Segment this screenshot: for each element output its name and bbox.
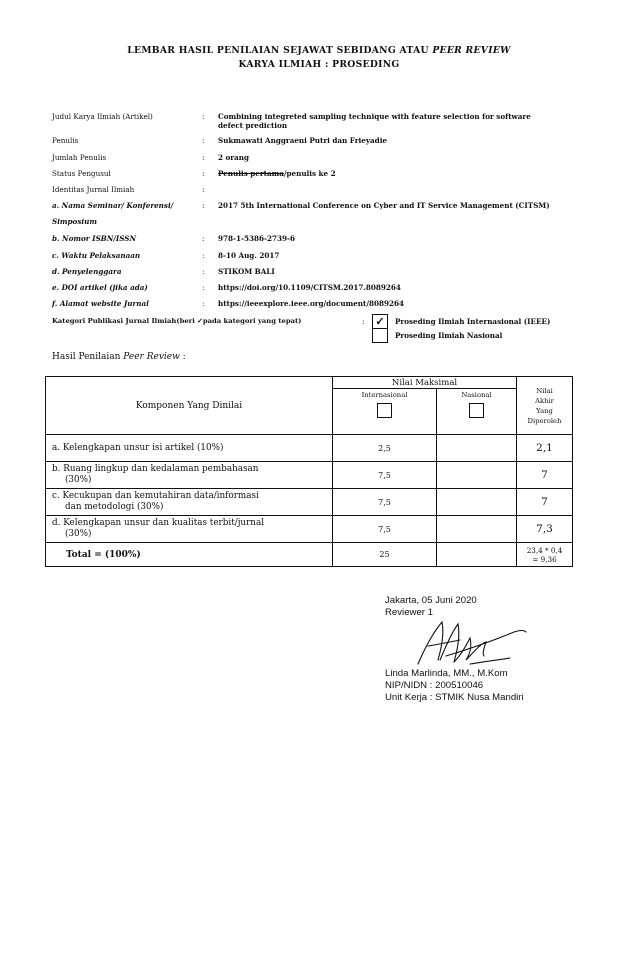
- c-label: c. Waktu Pelaksanaan: [52, 251, 141, 260]
- criteria-line-2: dan metodologi (30%): [65, 502, 164, 512]
- judul-label: Judul Karya Ilmiah (Artikel): [52, 112, 153, 121]
- header-nilai-maksimal: Nilai Maksimal: [333, 377, 517, 389]
- colon: :: [202, 267, 205, 276]
- total-row: [46, 543, 573, 567]
- review-heading-colon: :: [179, 352, 186, 362]
- status-struck: Penulis pertama: [218, 169, 284, 178]
- penulis-value: Sukmawati Anggraeni Putri dan Frieyadie: [218, 136, 387, 145]
- identitas-label: Identitas Jurnal Ilmiah: [52, 185, 135, 194]
- colon: :: [202, 234, 205, 243]
- header-komponen: Komponen Yang Dinilai: [46, 377, 333, 435]
- intl-value: 2,5: [333, 435, 437, 462]
- penulis-label: Penulis: [52, 136, 79, 145]
- kategori-option-international: Proseding Ilmiah Internasional (IEEE): [395, 317, 551, 326]
- colon: :: [202, 251, 205, 260]
- colon: :: [202, 283, 205, 292]
- criteria-cell: [46, 516, 333, 543]
- d-label: d. Penyelenggara: [52, 267, 122, 276]
- c-value: 8-10 Aug. 2017: [218, 251, 280, 260]
- nas-value: [437, 489, 517, 516]
- intl-value: 7,5: [333, 462, 437, 489]
- status-label: Status Pengusul: [52, 169, 111, 178]
- nas-value: [437, 516, 517, 543]
- criteria-cell: [46, 435, 333, 462]
- reviewer-nip: NIP/NIDN : 200510046: [385, 680, 484, 691]
- total-final-line-2: = 9,36: [532, 554, 557, 564]
- header-akhir-3: Yang: [536, 406, 553, 415]
- reviewer-role: Reviewer 1: [385, 607, 433, 618]
- header-nasional: [437, 389, 517, 435]
- criteria-line-1: d. Kelengkapan unsur dan kualitas terbit/jurnal: [52, 518, 265, 528]
- reviewer-unit: Unit Kerja : STMIK Nusa Mandiri: [385, 692, 524, 703]
- f-label: f. Alamat website Jurnal: [52, 299, 149, 308]
- criteria-cell: [46, 462, 333, 489]
- review-heading-text: Hasil Penilaian: [52, 352, 124, 362]
- a-label-2: Simposium: [52, 217, 97, 226]
- header-akhir-4: Diperoleh: [527, 416, 562, 425]
- nas-value: [437, 462, 517, 489]
- criteria-line-2: (30%): [65, 475, 92, 485]
- header-nasional-label: Nasional: [461, 391, 492, 399]
- a-label-1: a. Nama Seminar/ Konferensi/: [52, 201, 174, 210]
- header-internasional-label: Internasional: [361, 391, 408, 399]
- assessment-table: [45, 376, 573, 567]
- header-nilai-akhir: [517, 377, 573, 435]
- intl-value: 7,5: [333, 516, 437, 543]
- table-row: [46, 435, 573, 462]
- page-title: [0, 45, 638, 56]
- review-heading: [52, 352, 186, 362]
- header-akhir-1: Nilai: [536, 386, 553, 395]
- b-label: b. Nomor ISBN/ISSN: [52, 234, 137, 243]
- signature-image: [410, 616, 530, 668]
- criteria-line-1: a. Kelengkapan unsur isi artikel (10%): [52, 442, 224, 453]
- status-rest: /penulis ke 2: [283, 169, 336, 178]
- criteria-line-2: (30%): [65, 529, 92, 539]
- judul-value-2: defect prediction: [218, 121, 288, 130]
- table-row: [46, 489, 573, 516]
- colon: :: [202, 299, 205, 308]
- kategori-label: Kategori Publikasi Jurnal Ilmiah(beri ✓pada kategori yang tepat): [52, 317, 302, 325]
- total-final-line-1: 23,4 * 0,4: [526, 545, 563, 555]
- final-value: 7: [517, 462, 573, 489]
- title-italic: PEER REVIEW: [432, 45, 511, 56]
- nasional-checkbox[interactable]: [469, 403, 484, 418]
- table-row: [46, 516, 573, 543]
- international-checkbox[interactable]: [372, 314, 388, 329]
- e-value: https://doi.org/10.1109/CITSM.2017.8089264: [218, 283, 401, 292]
- criteria-line-1: b. Ruang lingkup dan kedalaman pembahasan: [52, 464, 259, 474]
- a-value: 2017 5th International Conference on Cyber and IT Service Management (CITSM): [218, 201, 550, 210]
- header-internasional: [333, 389, 437, 435]
- colon: :: [202, 153, 205, 162]
- nas-value: [437, 435, 517, 462]
- f-value: https://ieeexplore.ieee.org/document/8089264: [218, 299, 404, 308]
- colon: :: [202, 185, 205, 194]
- final-value: 7,3: [517, 516, 573, 543]
- criteria-line-1: c. Kecukupan dan kemutahiran data/informasi: [52, 491, 259, 501]
- internasional-checkbox[interactable]: [377, 403, 392, 418]
- reviewer-name: Linda Marlinda, MM., M.Kom: [385, 668, 508, 679]
- judul-value-1: Combining integreted sampling technique with feature selection for software: [218, 112, 531, 121]
- e-label: e. DOI artikel (jika ada): [52, 283, 148, 292]
- header-akhir-2: Akhir: [535, 396, 554, 405]
- title-text: LEMBAR HASIL PENILAIAN SEJAWAT SEBIDANG ATAU: [127, 45, 433, 56]
- national-checkbox[interactable]: [372, 328, 388, 343]
- b-value: 978-1-5386-2739-6: [218, 234, 295, 243]
- total-intl: 25: [333, 543, 437, 567]
- final-value: 7: [517, 489, 573, 516]
- colon: :: [202, 136, 205, 145]
- criteria-cell: [46, 489, 333, 516]
- final-value: 2,1: [517, 435, 573, 462]
- intl-value: 7,5: [333, 489, 437, 516]
- d-value: STIKOM BALI: [218, 267, 275, 276]
- total-nas: [437, 543, 517, 567]
- total-final: [517, 543, 573, 567]
- status-value: [218, 169, 598, 178]
- check-icon: ✓: [375, 315, 385, 328]
- kategori-option-national: Proseding Ilmiah Nasional: [395, 331, 503, 340]
- colon: :: [202, 201, 205, 210]
- colon: :: [202, 169, 205, 178]
- review-heading-italic: Peer Review: [123, 352, 180, 362]
- place-date: Jakarta, 05 Juni 2020: [385, 595, 477, 606]
- table-row: [46, 462, 573, 489]
- jumlah-label: Jumlah Penulis: [52, 153, 107, 162]
- colon: :: [202, 112, 205, 121]
- page-subtitle: KARYA ILMIAH : PROSEDING: [238, 59, 400, 70]
- total-label: Total = (100%): [46, 543, 333, 567]
- jumlah-value: 2 orang: [218, 153, 249, 162]
- colon: :: [362, 317, 365, 326]
